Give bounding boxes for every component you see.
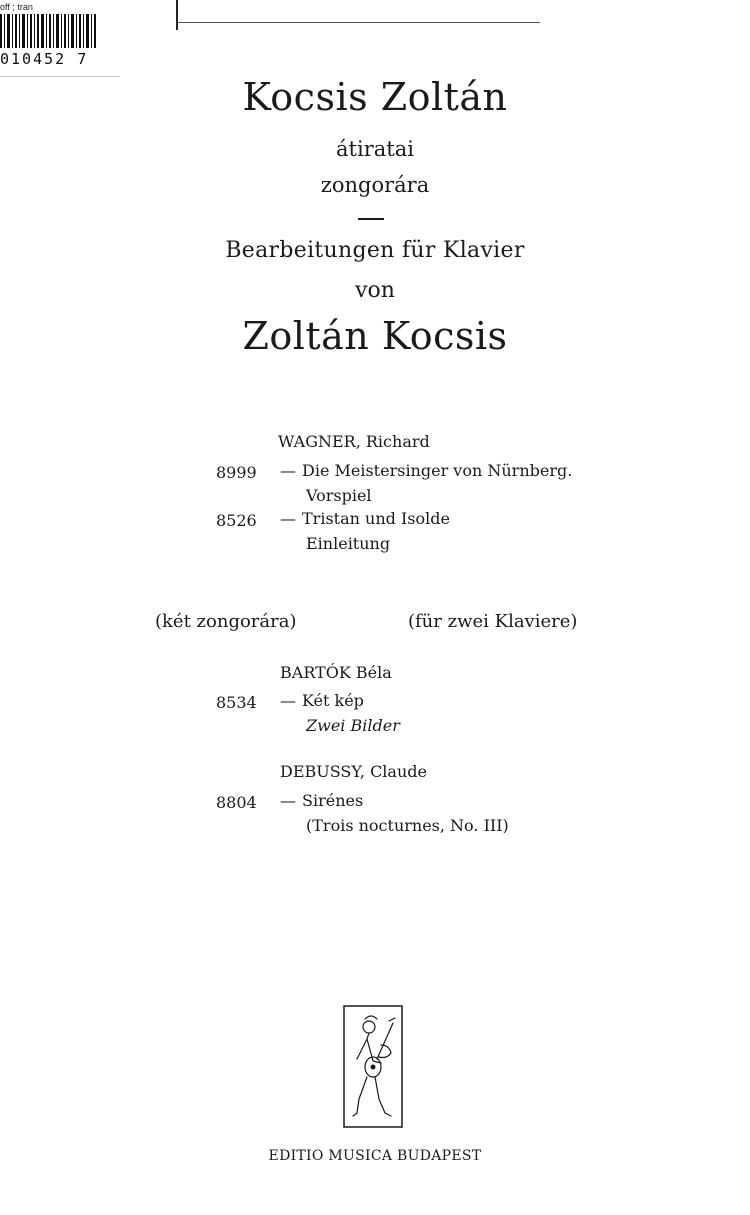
two-piano-note-german: (für zwei Klaviere) — [408, 611, 578, 632]
work-subtitle: Vorspiel — [306, 486, 372, 505]
two-piano-note-hungarian: (két zongorára) — [155, 611, 297, 632]
work-subtitle: (Trois nocturnes, No. III) — [306, 816, 509, 835]
composer-wagner: WAGNER, Richard — [278, 432, 430, 451]
barcode — [0, 14, 98, 48]
work-title: — Die Meistersinger von Nürnberg. — [280, 461, 573, 480]
title-hungarian: Kocsis Zoltán — [242, 75, 508, 119]
work-subtitle: Einleitung — [306, 534, 391, 553]
subtitle-german: Bearbeitungen für Klavier — [225, 238, 525, 263]
catalog-number: 8999 — [216, 463, 257, 482]
work-title-text: Tristan und Isolde — [302, 509, 450, 528]
subtitle-hungarian-line2: zongorára — [320, 173, 430, 197]
title-divider — [358, 218, 384, 220]
work-title-text: Két kép — [302, 691, 364, 710]
work-title-text: Die Meistersinger von Nürnberg. — [302, 461, 573, 480]
scan-label: off ; tran — [0, 2, 33, 12]
publisher-emblem-icon — [343, 1005, 403, 1128]
work-subtitle: Zwei Bilder — [306, 716, 400, 735]
top-rule — [178, 22, 540, 23]
catalog-number: 8804 — [216, 793, 257, 812]
composer-debussy: DEBUSSY, Claude — [280, 762, 427, 781]
catalog-number: 8534 — [216, 693, 257, 712]
von-label: von — [355, 278, 395, 303]
barcode-number: 010452 7 — [0, 50, 89, 68]
composer-bartok: BARTÓK Béla — [280, 663, 392, 682]
catalog-number: 8526 — [216, 511, 257, 530]
work-title: — Két kép — [280, 691, 364, 710]
title-german: Zoltán Kocsis — [242, 314, 508, 358]
subtitle-hungarian-line1: átiratai — [336, 137, 414, 161]
work-title-text: Sirénes — [302, 791, 364, 810]
scan-edge-mark — [176, 0, 178, 30]
work-title: — Sirénes — [280, 791, 364, 810]
work-title: — Tristan und Isolde — [280, 509, 450, 528]
publisher-name: EDITIO MUSICA BUDAPEST — [268, 1148, 482, 1164]
